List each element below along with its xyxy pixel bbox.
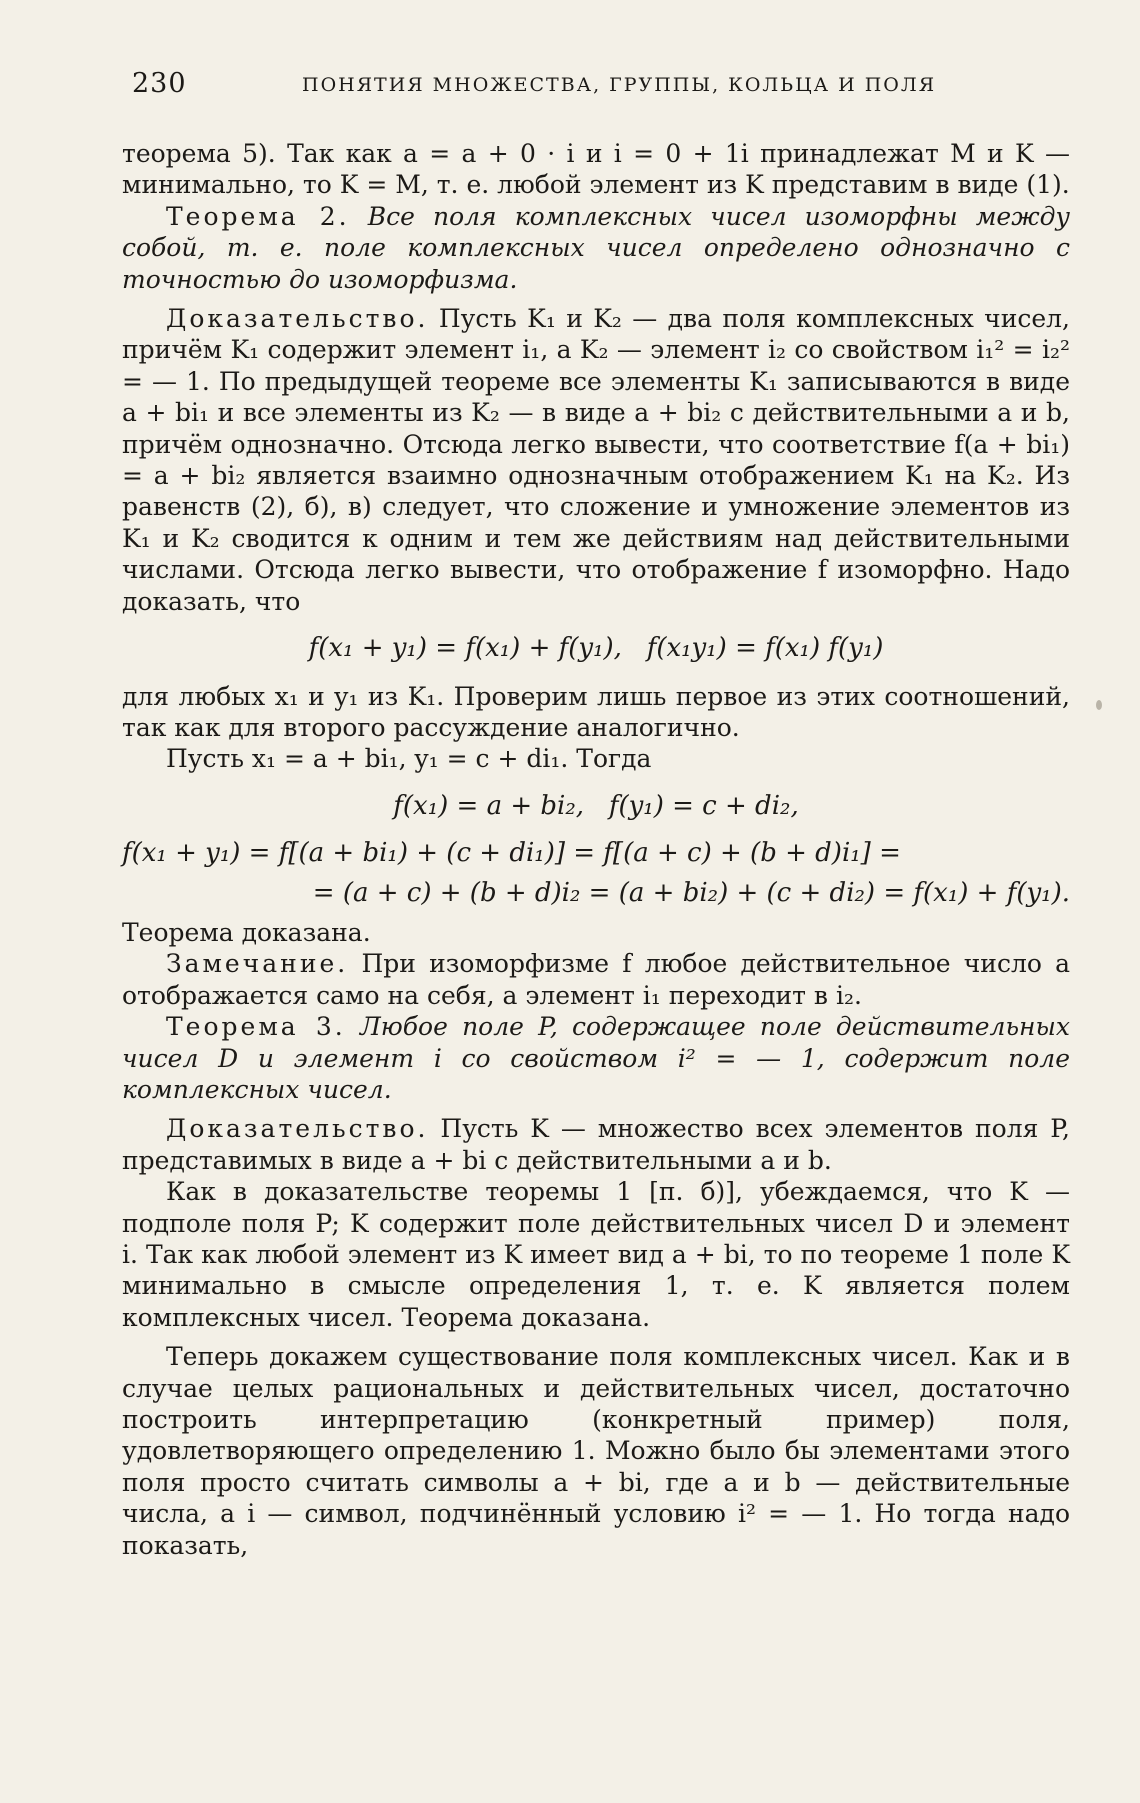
page-body <box>122 138 1070 1561</box>
remark-text: При изоморфизме f любое действительное число a отображается само на себя, а элемент i₁ переходит в i₂. <box>122 949 1070 1010</box>
paragraph-existence: Теперь докажем существование поля комплексных чисел. Как и в случае целых рациональных и действительных чисел, достаточно построить интерпретацию (конкретный пример) поля, удовлетворяющего определению 1. Можно было бы элементами этого поля просто считать символы a + bi, где a и b — действительные числа, а i — символ, подчинённый условию i² = — 1. Но тогда надо показать, <box>122 1342 1070 1560</box>
proof-label: Доказательство. <box>166 304 429 334</box>
paragraph-continuation: теорема 5). Так как a = a + 0 · i и i = 0 + 1i принадлежат M и K — минимально, то K = M, т. е. любой элемент из K представим в виде (1). <box>122 139 1070 200</box>
proof-3-text: Пусть K — множество всех элементов поля P, представимых в виде a + bi с действительными a и b. <box>122 1114 1070 1175</box>
page-number: 230 <box>132 68 187 99</box>
page-header <box>132 68 1070 108</box>
running-title: ПОНЯТИЯ МНОЖЕСТВА, ГРУППЫ, КОЛЬЦА И ПОЛЯ <box>302 74 937 96</box>
paragraph-let: Пусть x₁ = a + bi₁, y₁ = c + di₁. Тогда <box>166 744 652 774</box>
theorem-3 <box>122 1011 1070 1105</box>
theorem-3-statement: Любое поле P, содержащее поле действительных чисел D и элемент i со свойством i² = — 1, содержит поле комплексных чисел. <box>122 1012 1070 1104</box>
theorem-2-statement: Все поля комплексных чисел изоморфны между собой, т. е. поле комплексных чисел определено однозначно с точностью до изоморфизма. <box>122 201 1070 294</box>
proof-text: Пусть K₁ и K₂ — два поля комплексных чисел, причём K₁ содержит элемент i₁, а K₂ — элемент i₂ со свойством i₁² = i₂² = — 1. По предыдущей теореме все элементы K₁ записываются в виде a + bi₁ и все элементы из K₂ — в виде a + bi₂ с действительными a и b, причём однозначно. Отсюда легко вывести, что соответствие f(a + bi₁) = a + bi₂ является взаимно однозначным отображением K₁ на K₂. Из равенств (2), б), в) следует, что сложение и умножение элементов из K₁ и K₂ сводится к одним и тем же действиям над действительными числами. Отсюда легко вывести, что отображение f изоморфно. Надо доказать, что <box>122 304 1070 616</box>
theorem-2 <box>122 201 1070 295</box>
theorem-3-label: Теорема 3. <box>166 1012 346 1042</box>
paragraph-subfield: Как в доказательстве теоремы 1 [п. б)], убеждаемся, что K — подполе поля P; K содержит поле действительных чисел D и элемент i. Так как любой элемент из K имеет вид a + bi, то по теореме 1 поле K минимально в смысле определения 1, т. е. K является полем комплексных чисел. Теорема доказана. <box>122 1177 1070 1332</box>
paragraph-check: для любых x₁ и y₁ из K₁. Проверим лишь первое из этих соотношений, так как для второго рассуждение аналогично. <box>122 681 1070 742</box>
proof-theorem-2 <box>122 303 1070 617</box>
equation-images: f(x₁) = a + bi₂, f(y₁) = c + di₂, <box>393 790 799 821</box>
page-smudge <box>1096 700 1102 710</box>
theorem-proved: Теорема доказана. <box>122 917 371 947</box>
remark <box>122 948 1070 1011</box>
equation-sum-line-1: f(x₁ + y₁) = f[(a + bi₁) + (c + di₁)] = f[(a + c) + (b + d)i₁] = <box>122 838 901 869</box>
proof-3-label: Доказательство. <box>166 1114 429 1144</box>
proof-theorem-3 <box>122 1113 1070 1176</box>
remark-label: Замечание. <box>166 949 349 979</box>
equation-homomorphism: f(x₁ + y₁) = f(x₁) + f(y₁), f(x₁y₁) = f(x₁) f(y₁) <box>308 633 884 664</box>
theorem-2-label: Теорема 2. <box>166 201 350 231</box>
equation-sum-line-2: = (a + c) + (b + d)i₂ = (a + bi₂) + (c + di₂) = f(x₁) + f(y₁). <box>312 877 1070 908</box>
